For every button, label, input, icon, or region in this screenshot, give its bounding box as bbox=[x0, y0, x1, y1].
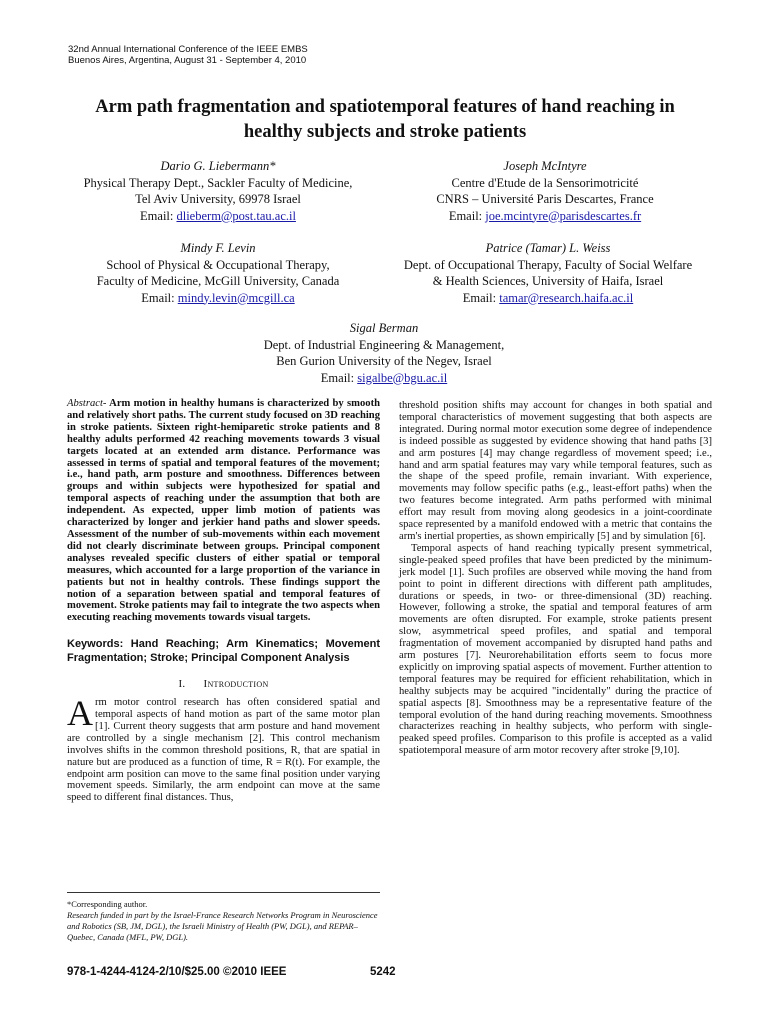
author-block-5 bbox=[224, 320, 544, 386]
intro-paragraph bbox=[67, 693, 380, 804]
page-number: 5242 bbox=[370, 966, 396, 978]
author-affiliation: & Health Sciences, University of Haifa, Israel bbox=[432, 274, 664, 288]
author-affiliation: Physical Therapy Dept., Sackler Faculty of Medicine, bbox=[83, 175, 353, 190]
author-affiliation: Dept. of Industrial Engineering & Management, bbox=[263, 337, 505, 352]
right-column bbox=[399, 400, 712, 757]
section-heading bbox=[67, 679, 380, 691]
keywords-text: Hand Reaching; Arm Kinematics; Movement Fragmentation; Stroke; Principal Component Analysis bbox=[67, 638, 380, 665]
conference-line-2: Buenos Aires, Argentina, August 31 - September 4, 2010 bbox=[68, 55, 307, 66]
author-affiliation: CNRS – Université Paris Descartes, France bbox=[436, 192, 654, 206]
abstract-text: Arm motion in healthy humans is characterized by smooth and relatively short paths. The current study focused on 3D reaching in stroke patients. Sixteen right-hemiparetic stroke patients and 8 healthy adults performed 42 reaching movements towards 3 visual targets located at an extended arm distance. Performance was assessed in terms of spatial and temporal features of the movement; i.e., hand path, arm posture and smoothness. Differences between groups and within subjects were hypothesized for spatial and temporal aspects of reaching under the assumption that both are independent. As expected, upper limb motion of patients was characterized by longer and jerkier hand paths and slower speeds. Assessment of the number of sub-movements within each movement did not clearly discriminate between groups. Principal component analyses revealed specific clusters of either spatial or temporal measures, which accounted for a large proportion of the variance in patients but not in healthy controls. These findings support the notion of a separation between spatial and temporal features of movement. Stroke patients may fail to integrate the two aspects when executing reaching movements towards visual targets. bbox=[67, 398, 380, 624]
author-affiliation: Dept. of Occupational Therapy, Faculty of Social Welfare bbox=[403, 257, 693, 272]
paper-title bbox=[40, 95, 730, 145]
author-email-link[interactable]: joe.mcintyre@parisdescartes.fr bbox=[485, 208, 642, 223]
author-email-link[interactable]: dlieberm@post.tau.ac.il bbox=[176, 208, 296, 223]
keywords bbox=[67, 637, 380, 665]
abstract bbox=[67, 398, 380, 624]
author-name: Dario G. Liebermann* bbox=[160, 159, 276, 173]
email-label: Email: bbox=[141, 290, 178, 305]
abstract-label: Abstract- bbox=[67, 398, 107, 409]
author-affiliation: Faculty of Medicine, McGill University, Canada bbox=[96, 274, 340, 288]
author-email-link[interactable]: sigalbe@bgu.ac.il bbox=[357, 370, 448, 385]
left-column bbox=[67, 398, 380, 804]
author-name: Mindy F. Levin bbox=[180, 241, 256, 255]
conference-line-1: 32nd Annual International Conference of the IEEE EMBS bbox=[68, 44, 308, 55]
drop-cap: A bbox=[67, 693, 93, 734]
keywords-label: Keywords: bbox=[67, 638, 124, 651]
body-paragraph: Temporal aspects of hand reaching typically present symmetrical, single-peaked speed profiles that have been predicted by the minimum-jerk model [1]. Such profiles are observed while moving the hand from point to point in different directions with different path amplitudes, durations or speeds, in two- or three-dimensional (3D) reaching. However, following a stroke, the spatial and temporal features of arm movements are often disrupted. For example, stroke patients present slow, asymmetrical speed profiles, and spatial and temporal fragmentation of movement accompanied by disrupted hand paths and arm postures [7]. Neurorehabilitation efforts seem to focus more explicitly on improving spatial aspects of movement. Further attention to temporal features may be required for efficient rehabilitation, which in healthy subjects may be acquired "incidentally" during the practice of spatial aspects [8]. Smoothness may be a representative feature of the temporal evolution of the hand during reaching movements. Smoothness characterizes reaching in healthy subjects, who perform with single-peaked speed profiles. Comparison to this profile is accepted as a valid spatiotemporal measure of arm motor recovery after stroke [9,10]. bbox=[399, 542, 712, 757]
author-affiliation: Tel Aviv University, 69978 Israel bbox=[135, 192, 301, 206]
author-affiliation: Centre d'Etude de la Sensorimotricité bbox=[451, 175, 639, 190]
email-label: Email: bbox=[140, 208, 177, 223]
author-affiliation: Ben Gurion University of the Negev, Israel bbox=[276, 354, 492, 368]
section-title: Introduction bbox=[203, 678, 269, 691]
author-name: Sigal Berman bbox=[349, 321, 419, 335]
footnote-funding: Research funded in part by the Israel-France Research Networks Program in Neuroscience and Robotics (SB, JM, DGL), the Israeli Ministry of Health (PW, DGL), and REPAR–Quebec, Canada (MFL, PW, DGL). bbox=[67, 910, 378, 942]
section-number: I. bbox=[178, 678, 186, 691]
body-paragraph: threshold position shifts may account for changes in both spatial and temporal characteristics of movement suggesting that both aspects are integrated. During normal motor execution some degree of independence is indeed possible as suggested by evidence showing that hand paths [3] and arm postures [4] may change regardless of movement speed; i.e., hand and arm spatial features may vary while temporal features, such as the shape of the speed profile, remain invariant. With experience, movements may follow specific paths (e.g., least-effort paths) when the two features become integrated. Arm paths performed with minimal effort may result from moving along geodesics in a joint-coordinate space represented by a manifold endowed with a metric that contains the arm's inertial properties, as shown empirically [5] and by simulation [6]. bbox=[399, 400, 712, 542]
footer-isbn: 978-1-4244-4124-2/10/$25.00 ©2010 IEEE bbox=[67, 966, 287, 978]
conference-header bbox=[68, 44, 308, 66]
author-name: Joseph McIntyre bbox=[503, 159, 587, 173]
intro-text: rm motor control research has often considered spatial and temporal aspects of hand motion as part of the same motor plan [1]. Current theory suggests that arm posture and hand movement are controlled by a single mechanism [2]. This control mechanism involves shifts in the common threshold positions, R, that are spatial in nature but are produced as a function of time, R = R(t). For example, the endpoint arm position can move to the same final position under varying movement speeds. Similarly, the arm endpoint can move at the same speed to different final distances. Thus, bbox=[67, 697, 380, 804]
email-label: Email: bbox=[448, 208, 486, 223]
author-block-4 bbox=[388, 240, 708, 306]
email-label: Email: bbox=[462, 290, 500, 305]
footnote bbox=[67, 892, 380, 943]
author-affiliation: School of Physical & Occupational Therapy, bbox=[106, 257, 330, 272]
author-block-2 bbox=[400, 158, 690, 224]
author-email-link[interactable]: tamar@research.haifa.ac.il bbox=[499, 290, 634, 305]
title-line-2: healthy subjects and stroke patients bbox=[243, 122, 527, 142]
author-block-3 bbox=[58, 240, 378, 306]
author-block-1 bbox=[58, 158, 378, 224]
author-email-link[interactable]: mindy.levin@mcgill.ca bbox=[177, 290, 295, 305]
author-name: Patrice (Tamar) L. Weiss bbox=[485, 241, 611, 255]
title-line-1: Arm path fragmentation and spatiotemporal features of hand reaching in bbox=[95, 97, 675, 117]
email-label: Email: bbox=[320, 370, 358, 385]
footnote-corresponding: *Corresponding author. bbox=[67, 899, 148, 909]
